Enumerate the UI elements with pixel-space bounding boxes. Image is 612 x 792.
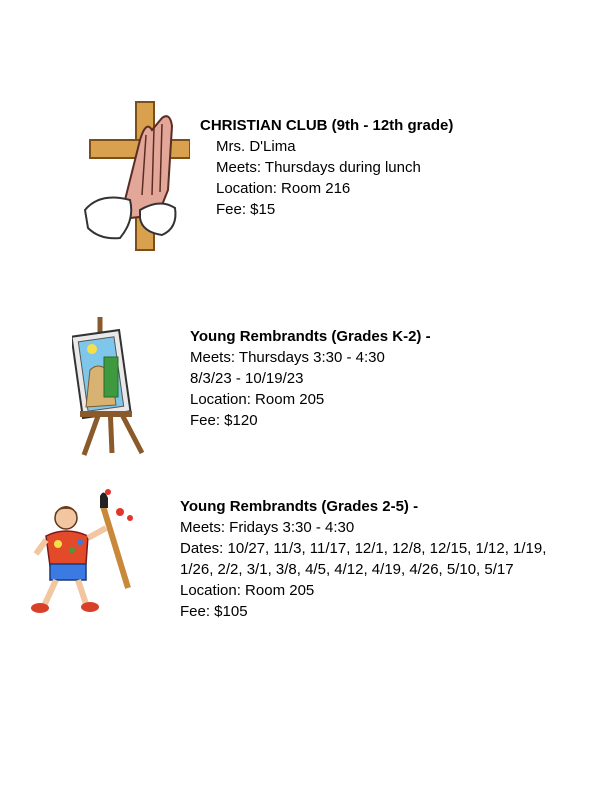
club-fee: Fee: $15 [216, 201, 276, 218]
club-title: CHRISTIAN CLUB (9th - 12th grade) [200, 117, 454, 134]
club-christian [200, 115, 453, 220]
club-meets: Meets: Thursdays 3:30 - 4:30 [190, 349, 385, 366]
club-teacher: Mrs. D'Lima [216, 138, 296, 155]
club-meets: Meets: Fridays 3:30 - 4:30 [180, 519, 355, 536]
club-fee: Fee: $120 [190, 412, 258, 429]
club-location: Location: Room 205 [180, 582, 315, 599]
club-location: Location: Room 216 [216, 180, 351, 197]
club-dates-continued: 1/26, 2/2, 3/1, 3/8, 4/5, 4/12, 4/19, 4/26, 5/10, 5/17 [180, 561, 514, 578]
praying-hands-cross-icon [80, 100, 190, 255]
club-title: Young Rembrandts (Grades 2-5) - [180, 498, 419, 515]
child-painter-icon [28, 488, 143, 618]
club-dates: 8/3/23 - 10/19/23 [190, 370, 304, 387]
club-location: Location: Room 205 [190, 391, 325, 408]
club-young-rembrandts-2-5 [180, 496, 546, 622]
club-title: Young Rembrandts (Grades K-2) - [190, 328, 431, 345]
club-young-rembrandts-k2 [190, 326, 431, 431]
club-fee: Fee: $105 [180, 603, 248, 620]
club-meets: Meets: Thursdays during lunch [216, 159, 421, 176]
easel-painting-icon [72, 315, 152, 460]
club-dates: Dates: 10/27, 11/3, 11/17, 12/1, 12/8, 12/15, 1/12, 1/19, [180, 540, 547, 557]
